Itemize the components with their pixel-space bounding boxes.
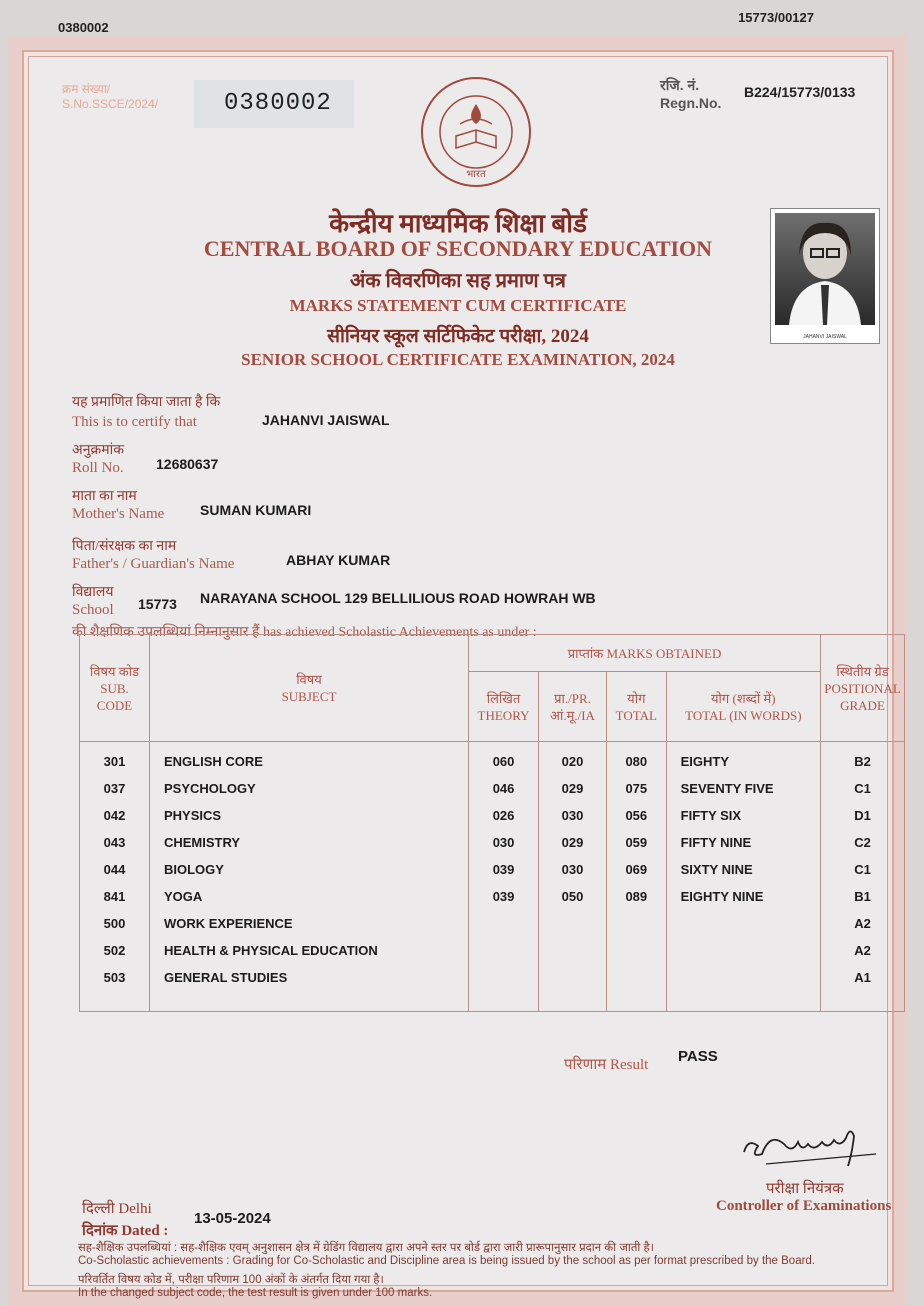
total-cell: 080 [625,754,648,769]
header-practical: प्रा./PR. आं.मू./IA [539,672,607,742]
result-value: PASS [678,1048,718,1065]
total-cell: 059 [625,835,648,850]
photo-caption: JAHANVI JAISWAL [803,334,847,340]
controller-label-hindi: परीक्षा नियंत्रक [766,1181,844,1197]
column-sub-codes [80,742,150,1012]
subject-cell: YOGA [163,889,203,904]
total-cell: 069 [625,862,648,877]
subject-cell: CHEMISTRY [163,835,241,850]
column-total-words [666,742,820,1012]
sub-code-cell: 044 [103,862,126,877]
note-changed-code: In the changed subject code, the test result is given under 100 marks. [78,1287,433,1299]
grade-cell: A2 [854,943,871,958]
total-cell: 075 [625,781,648,796]
exam-title-english: SENIOR SCHOOL CERTIFICATE EXAMINATION, 2024 [241,350,675,369]
subject-cell: BIOLOGY [163,862,224,877]
grade-cell: B2 [854,754,871,769]
note-coscholastic-hindi: सह-शैक्षिक उपलब्धियां : सह-शैक्षिक एवम् अनुशासन क्षेत्र में ग्रेडिंग विद्यालय द्वारा अपने स्तर पर बोर्ड द्वारा जारी प्रारूपानुसार प्रदान की जाती है। [78,1242,655,1254]
issue-date: 13-05-2024 [194,1210,271,1227]
theory-cell: 039 [492,889,515,904]
serial-label: क्रम संख्या/ S.No.SSCE/2024/ [62,82,159,111]
practical-cell: 050 [561,889,584,904]
regn-label: रजि. नं. Regn.No. [660,77,722,111]
certify-label-hindi: यह प्रमाणित किया जाता है कि [72,395,221,410]
total-cell: 056 [625,808,648,823]
total-words-cell: EIGHTY NINE [680,889,764,904]
column-theory [469,742,539,1012]
subject-cell: ENGLISH CORE [163,754,263,769]
header-subject: विषय SUBJECT [149,635,468,742]
father-name: ABHAY KUMAR [286,552,391,568]
school-label: School [72,602,114,618]
header-grade: स्थितीय ग्रेड POSITIONAL GRADE [821,635,905,742]
place-label: दिल्ली Delhi [82,1201,152,1217]
sub-code-cell: 037 [103,781,126,796]
top-serial-number: 0380002 [58,20,109,35]
student-name: JAHANVI JAISWAL [262,412,390,428]
practical-cell: 030 [561,808,584,823]
total-cell: 089 [625,889,648,904]
controller-label: Controller of Examinations [716,1198,892,1214]
roll-label: Roll No. [72,460,124,476]
practical-cell: 030 [561,862,584,877]
regn-number: B224/15773/0133 [744,84,856,100]
grade-cell: C2 [854,835,871,850]
exam-title-hindi: सीनियर स्कूल सर्टिफिकेट परीक्षा, 2024 [327,326,589,347]
mother-label: Mother's Name [72,506,165,522]
marks-table [79,634,905,1012]
mother-label-hindi: माता का नाम [72,489,137,504]
school-name: NARAYANA SCHOOL 129 BELLILIOUS ROAD HOWRAH WB [200,590,596,606]
roll-label-hindi: अनुक्रमांक [72,443,124,458]
subject-cell: HEALTH & PHYSICAL EDUCATION [163,943,378,958]
sub-code-cell: 503 [103,970,126,985]
certify-label: This is to certify that [72,414,197,430]
emblem-text: भारत [466,169,486,180]
column-total [606,742,666,1012]
sub-code-cell: 502 [103,943,126,958]
practical-cell: 029 [561,835,584,850]
theory-cell: 030 [492,835,515,850]
total-words-cell: FIFTY SIX [680,808,742,823]
note-changed-code-hindi: परिवर्तित विषय कोड में, परीक्षा परिणाम 100 अंकों के अंतर्गत दिया गया है। [78,1274,384,1286]
column-practical [539,742,607,1012]
total-words-cell: EIGHTY [680,754,730,769]
header-total-words: योग (शब्दों में) TOTAL (IN WORDS) [666,672,820,742]
grade-cell: A2 [854,916,871,931]
father-label-hindi: पिता/संरक्षक का नाम [72,539,177,554]
certificate-sheet [8,36,908,1306]
total-words-cell: SIXTY NINE [680,862,753,877]
subject-cell: GENERAL STUDIES [163,970,288,985]
column-grades [821,742,905,1012]
sub-code-cell: 841 [103,889,126,904]
result-label: परिणाम Result [564,1057,649,1073]
board-title-hindi: केन्द्रीय माध्यमिक शिक्षा बोर्ड [329,209,587,238]
roll-number: 12680637 [156,456,219,472]
column-subjects [149,742,468,1012]
note-coscholastic: Co-Scholastic achievements : Grading for Co-Scholastic and Discipline area is being issued by the school as per format prescribed by the Board. [78,1255,816,1267]
sub-code-cell: 500 [103,916,126,931]
total-words-cell: SEVENTY FIVE [680,781,774,796]
practical-cell: 020 [561,754,584,769]
header-theory: लिखित THEORY [469,672,539,742]
total-words-cell: FIFTY NINE [680,835,752,850]
serial-box: 0380002 [194,80,354,128]
mother-name: SUMAN KUMARI [200,502,312,518]
board-title-english: CENTRAL BOARD OF SECONDARY EDUCATION [203,236,713,261]
header-total: योग TOTAL [606,672,666,742]
theory-cell: 046 [492,781,515,796]
theory-cell: 039 [492,862,515,877]
school-code: 15773 [138,596,177,612]
sub-code-cell: 042 [103,808,126,823]
grade-cell: C1 [854,781,871,796]
dated-label: दिनांक Dated : [82,1223,169,1239]
achievements-intro: की शैक्षणिक उपलब्धियां निम्नानुसार हैं has achieved Scholastic Achievements as under : [72,625,537,640]
sub-code-cell: 043 [103,835,126,850]
grade-cell: B1 [854,889,871,904]
father-label: Father's / Guardian's Name [72,556,235,572]
document-title-hindi: अंक विवरणिका सह प्रमाण पत्र [350,270,566,292]
grade-cell: C1 [854,862,871,877]
subject-cell: PSYCHOLOGY [163,781,256,796]
subject-cell: PHYSICS [163,808,222,823]
header-sub-code: विषय कोड SUB. CODE [80,635,150,742]
grade-cell: A1 [854,970,871,985]
sub-code-cell: 301 [103,754,126,769]
theory-cell: 026 [492,808,515,823]
controller-signature [736,1114,886,1184]
header-marks-obtained: प्राप्तांक MARKS OBTAINED [469,635,821,672]
document-title-english: MARKS STATEMENT CUM CERTIFICATE [289,296,627,315]
school-label-hindi: विद्यालय [72,585,114,600]
practical-cell: 029 [561,781,584,796]
grade-cell: D1 [854,808,871,823]
top-reference-number: 15773/00127 [738,10,814,25]
subject-cell: WORK EXPERIENCE [163,916,293,931]
theory-cell: 060 [492,754,515,769]
cbse-emblem-icon [416,74,536,194]
